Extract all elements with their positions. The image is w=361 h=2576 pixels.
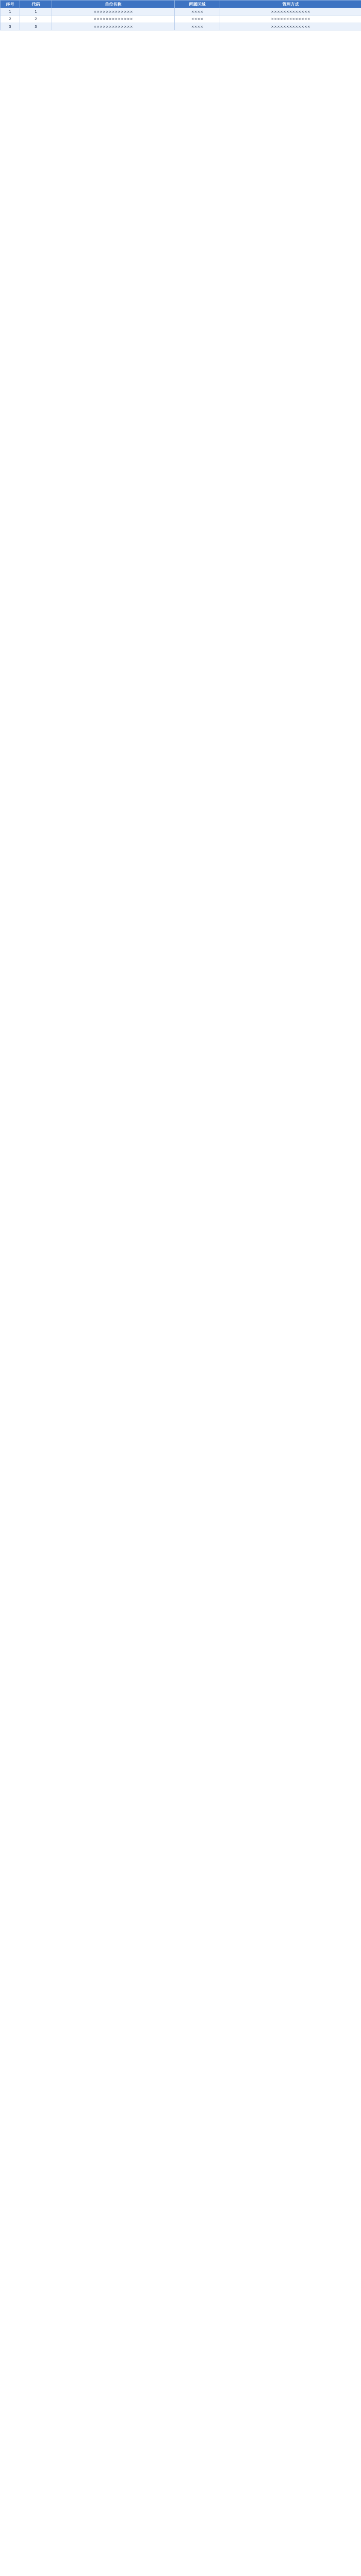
header-management[interactable]: 管理方式	[220, 1, 361, 8]
header-name[interactable]: 单位名称	[52, 1, 175, 8]
cell-name: ×××××××××××××	[52, 23, 175, 30]
table-header	[1, 1, 361, 8]
header-region[interactable]: 所属区域	[175, 1, 220, 8]
table-body	[1, 8, 361, 30]
cell-region: ××××	[175, 23, 220, 30]
cell-index: 1	[1, 8, 20, 15]
cell-management: ×××××××××××××	[220, 23, 361, 30]
cell-code: 3	[20, 23, 52, 30]
header-index[interactable]: 序号	[1, 1, 20, 8]
table-row[interactable]	[1, 8, 361, 15]
cell-index: 3	[1, 23, 20, 30]
table-row[interactable]	[1, 23, 361, 30]
cell-name: ×××××××××××××	[52, 8, 175, 15]
table-row[interactable]	[1, 15, 361, 23]
cell-region: ××××	[175, 8, 220, 15]
cell-code: 2	[20, 15, 52, 23]
cell-name: ×××××××××××××	[52, 15, 175, 23]
cell-management: ×××××××××××××	[220, 8, 361, 15]
cell-management: ×××××××××××××	[220, 15, 361, 23]
cell-region: ××××	[175, 15, 220, 23]
header-code[interactable]: 代码	[20, 1, 52, 8]
cell-code: 1	[20, 8, 52, 15]
cell-index: 2	[1, 15, 20, 23]
data-table	[0, 0, 361, 30]
